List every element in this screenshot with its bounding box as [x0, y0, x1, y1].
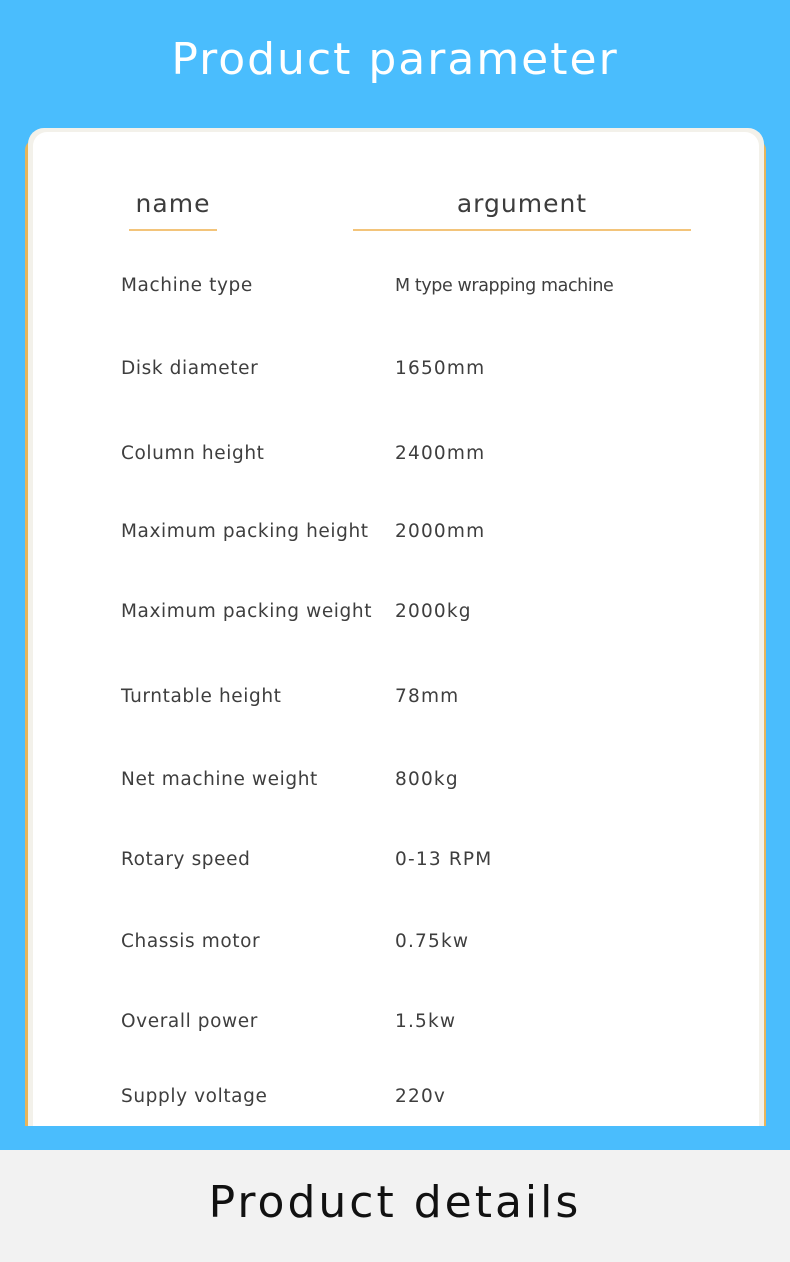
parameter-value: 800kg: [395, 769, 459, 790]
section-title-product-details: Product details: [208, 1177, 582, 1228]
table-row: [33, 928, 759, 956]
parameter-name: Maximum packing height: [121, 521, 369, 542]
name-column-header: name: [135, 189, 211, 218]
table-row: [33, 846, 759, 874]
table-row: [33, 355, 759, 383]
parameter-value: 2000kg: [395, 601, 472, 622]
table-row: [33, 272, 759, 300]
parameter-name: Disk diameter: [121, 358, 259, 379]
table-row: [33, 683, 759, 711]
table-row: [33, 440, 759, 468]
parameter-name: Machine type: [121, 275, 253, 296]
table-row: [33, 766, 759, 794]
parameter-value: 1.5kw: [395, 1011, 457, 1032]
parameter-name: Column height: [121, 443, 265, 464]
parameter-value: 2400mm: [395, 443, 486, 464]
argument-column-underline: [353, 229, 691, 231]
parameter-name: Net machine weight: [121, 769, 318, 790]
parameter-name: Overall power: [121, 1011, 258, 1032]
parameter-value: 1650mm: [395, 358, 486, 379]
table-row: [33, 518, 759, 546]
parameter-value: 0-13 RPM: [395, 849, 493, 870]
argument-column-header: argument: [456, 189, 588, 218]
parameter-name: Rotary speed: [121, 849, 251, 870]
parameter-value: 2000mm: [395, 521, 486, 542]
parameter-value: 220v: [395, 1086, 447, 1107]
parameter-value: 78mm: [395, 686, 460, 707]
parameter-name: Maximum packing weight: [121, 601, 373, 622]
name-column-underline: [129, 229, 217, 231]
parameter-card: [33, 132, 759, 1126]
parameter-name: Chassis motor: [121, 931, 261, 952]
parameter-name: Supply voltage: [121, 1086, 268, 1107]
parameter-name: Turntable height: [121, 686, 282, 707]
parameter-value: M type wrapping machine: [395, 276, 614, 296]
page-title: Product parameter: [171, 34, 619, 85]
table-row: [33, 1008, 759, 1036]
table-row: [33, 1083, 759, 1111]
table-row: [33, 598, 759, 626]
parameter-value: 0.75kw: [395, 931, 470, 952]
